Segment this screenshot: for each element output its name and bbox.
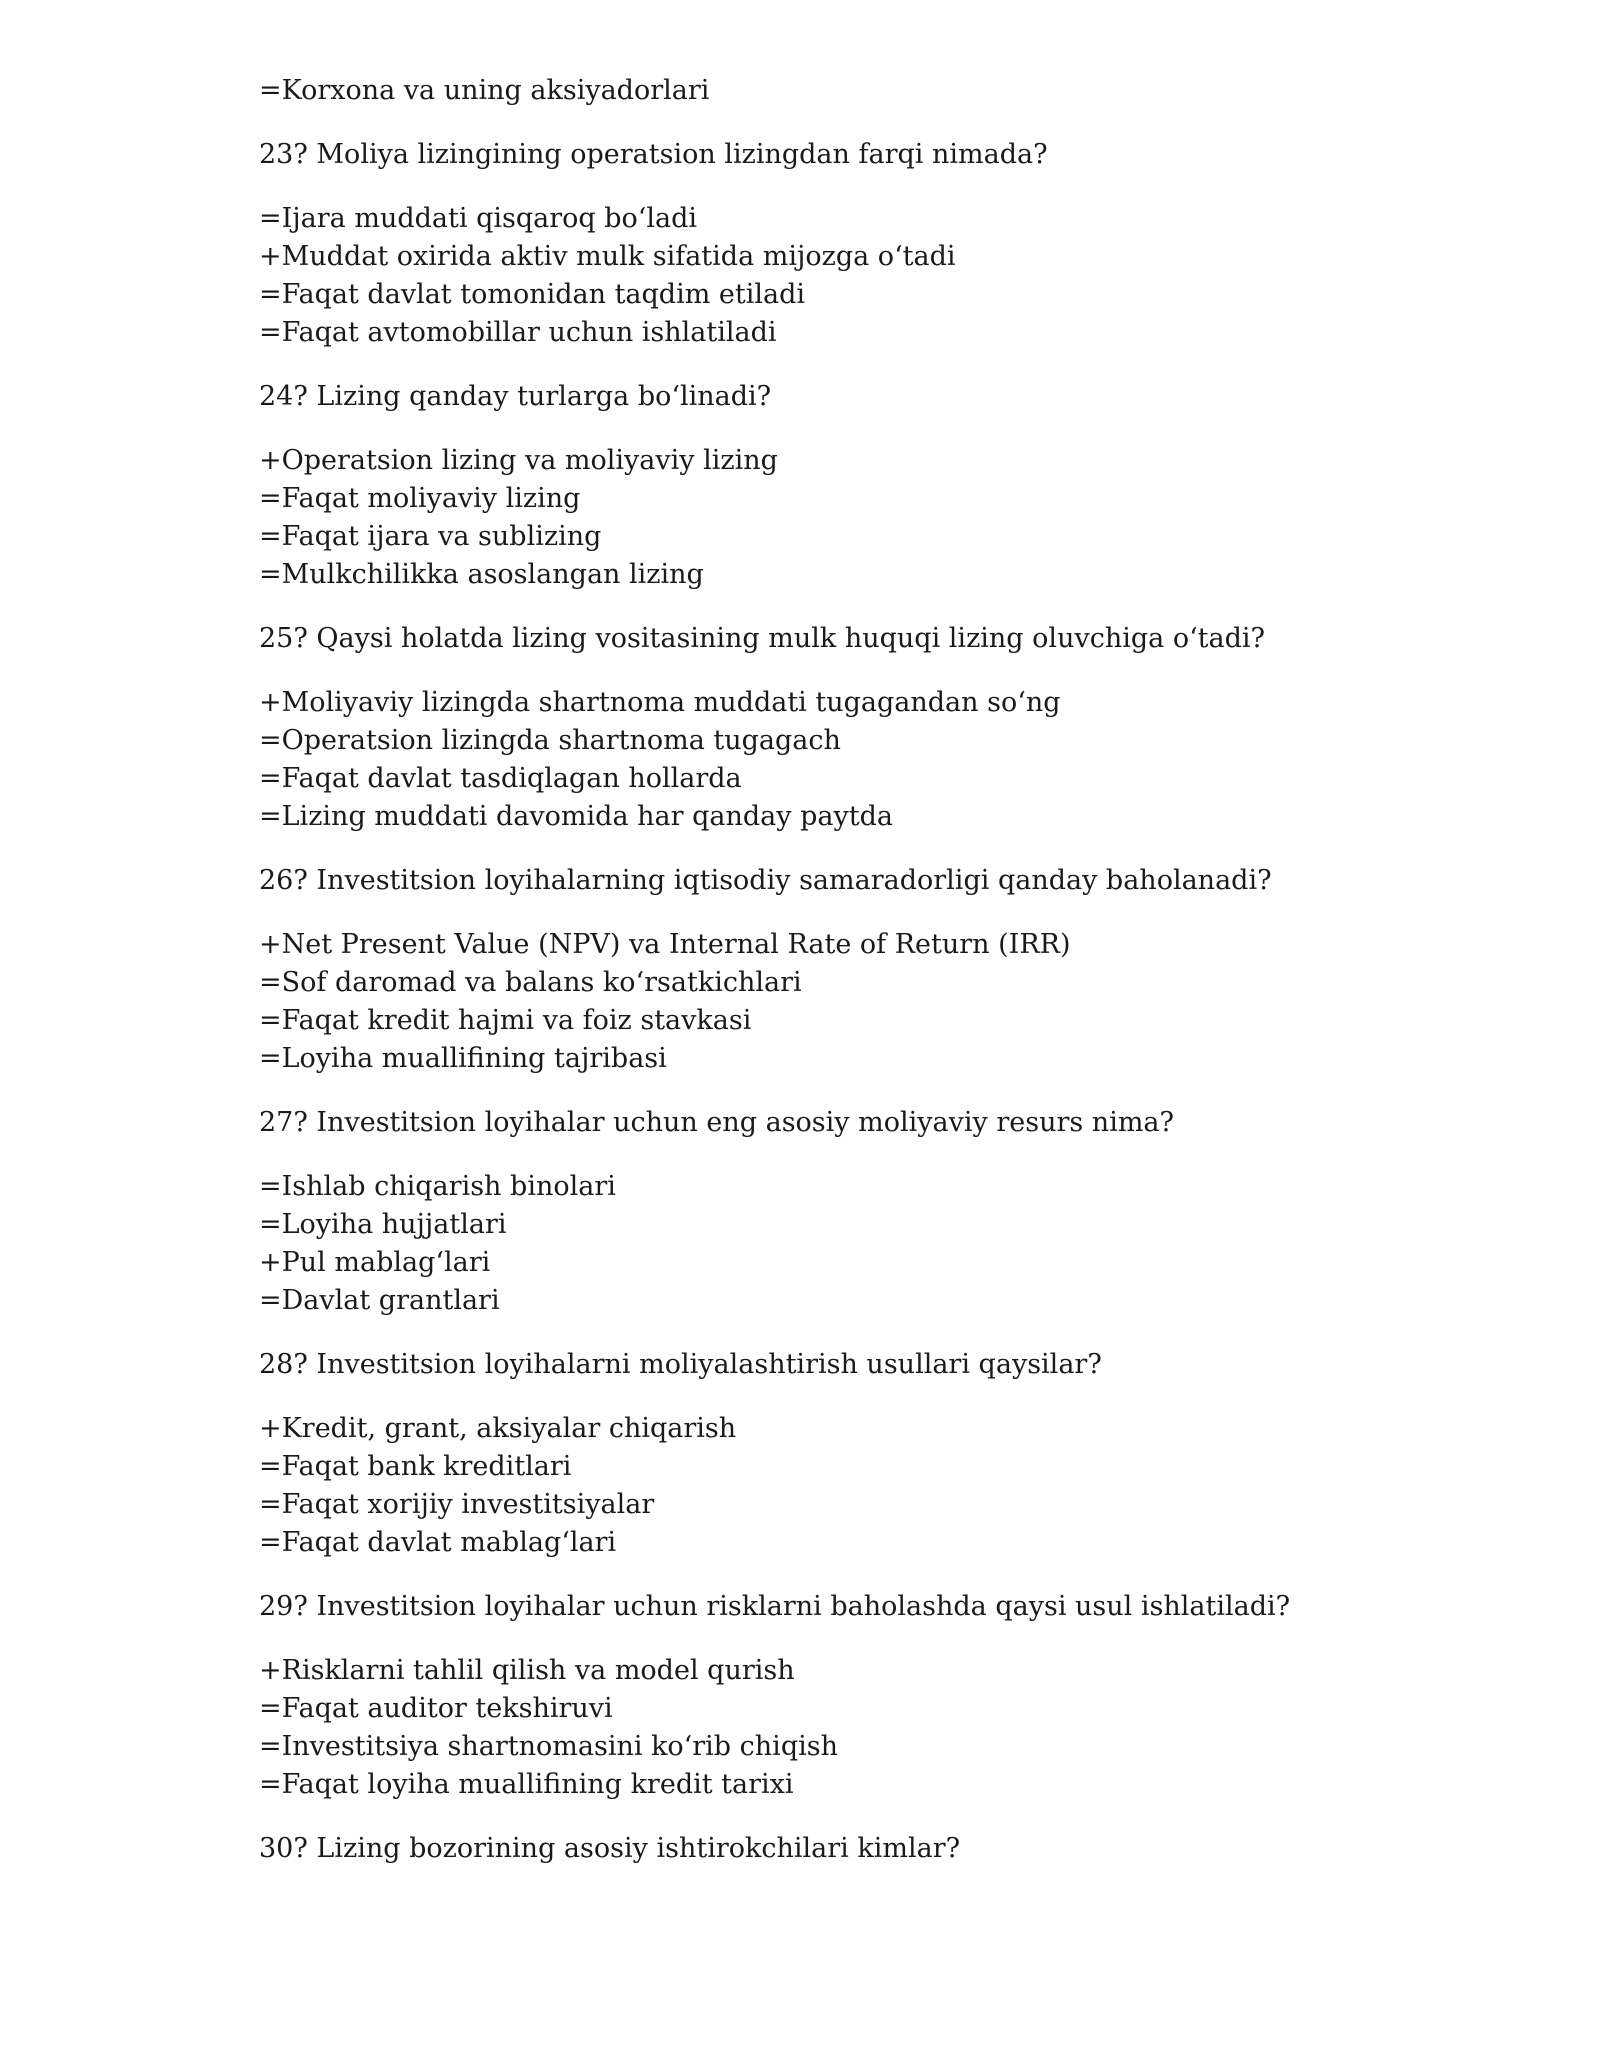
answer-option: =Faqat moliyaviy lizing bbox=[259, 483, 581, 514]
answer-options bbox=[259, 1410, 1459, 1562]
correct-answer-option: +Kredit, grant, aksiyalar chiqarish bbox=[259, 1413, 737, 1444]
answer-options bbox=[259, 1652, 1459, 1804]
answer-option: =Faqat xorijiy investitsiyalar bbox=[259, 1489, 655, 1520]
answer-options bbox=[259, 200, 1459, 352]
answer-option: =Lizing muddati davomida har qanday paytda bbox=[259, 801, 893, 832]
question-text: 28? Investitsion loyihalarni moliyalashtirish usullari qaysilar? bbox=[259, 1349, 1102, 1380]
question-text: 30? Lizing bozorining asosiy ishtirokchilari kimlar? bbox=[259, 1833, 961, 1864]
answer-option: =Korxona va uning aksiyadorlari bbox=[259, 75, 710, 106]
question-text: 27? Investitsion loyihalar uchun eng asosiy moliyaviy resurs nima? bbox=[259, 1107, 1175, 1138]
answer-option: =Faqat avtomobillar uchun ishlatiladi bbox=[259, 317, 777, 348]
answer-option: =Operatsion lizingda shartnoma tugagach bbox=[259, 725, 841, 756]
correct-answer-option: +Pul mablag‘lari bbox=[259, 1247, 491, 1278]
answer-option: =Faqat loyiha muallifining kredit tarixi bbox=[259, 1769, 794, 1800]
correct-answer-option: +Net Present Value (NPV) va Internal Rate of Return (IRR) bbox=[259, 929, 1071, 960]
answer-option: =Faqat kredit hajmi va foiz stavkasi bbox=[259, 1005, 752, 1036]
answer-options bbox=[259, 684, 1459, 836]
answer-options bbox=[259, 442, 1459, 594]
correct-answer-option: +Moliyaviy lizingda shartnoma muddati tugagandan so‘ng bbox=[259, 687, 1061, 718]
answer-option: =Faqat davlat tomonidan taqdim etiladi bbox=[259, 279, 806, 310]
question-text: 29? Investitsion loyihalar uchun risklarni baholashda qaysi usul ishlatiladi? bbox=[259, 1591, 1291, 1622]
answer-option: =Faqat davlat tasdiqlagan hollarda bbox=[259, 763, 742, 794]
correct-answer-option: +Muddat oxirida aktiv mulk sifatida mijozga o‘tadi bbox=[259, 241, 956, 272]
answer-option: =Loyiha hujjatlari bbox=[259, 1209, 507, 1240]
answer-option: =Faqat ijara va sublizing bbox=[259, 521, 602, 552]
document-content bbox=[259, 72, 1459, 1894]
question-text: 23? Moliya lizingining operatsion lizingdan farqi nimada? bbox=[259, 139, 1048, 170]
answer-option: =Ishlab chiqarish binolari bbox=[259, 1171, 616, 1202]
correct-answer-option: +Risklarni tahlil qilish va model qurish bbox=[259, 1655, 795, 1686]
correct-answer-option: +Operatsion lizing va moliyaviy lizing bbox=[259, 445, 778, 476]
answer-option: =Davlat grantlari bbox=[259, 1285, 500, 1316]
question-text: 24? Lizing qanday turlarga bo‘linadi? bbox=[259, 381, 772, 412]
question-text: 26? Investitsion loyihalarning iqtisodiy samaradorligi qanday baholanadi? bbox=[259, 865, 1272, 896]
answer-options bbox=[259, 926, 1459, 1078]
answer-options bbox=[259, 1168, 1459, 1320]
answer-option: =Loyiha muallifining tajribasi bbox=[259, 1043, 667, 1074]
answer-option: =Faqat bank kreditlari bbox=[259, 1451, 572, 1482]
answer-option: =Ijara muddati qisqaroq bo‘ladi bbox=[259, 203, 698, 234]
answer-option: =Faqat davlat mablag‘lari bbox=[259, 1527, 617, 1558]
answer-option: =Investitsiya shartnomasini ko‘rib chiqish bbox=[259, 1731, 838, 1762]
answer-option: =Sof daromad va balans ko‘rsatkichlari bbox=[259, 967, 802, 998]
answer-option: =Mulkchilikka asoslangan lizing bbox=[259, 559, 704, 590]
answer-option: =Faqat auditor tekshiruvi bbox=[259, 1693, 613, 1724]
question-text: 25? Qaysi holatda lizing vositasining mulk huquqi lizing oluvchiga o‘tadi? bbox=[259, 623, 1266, 654]
